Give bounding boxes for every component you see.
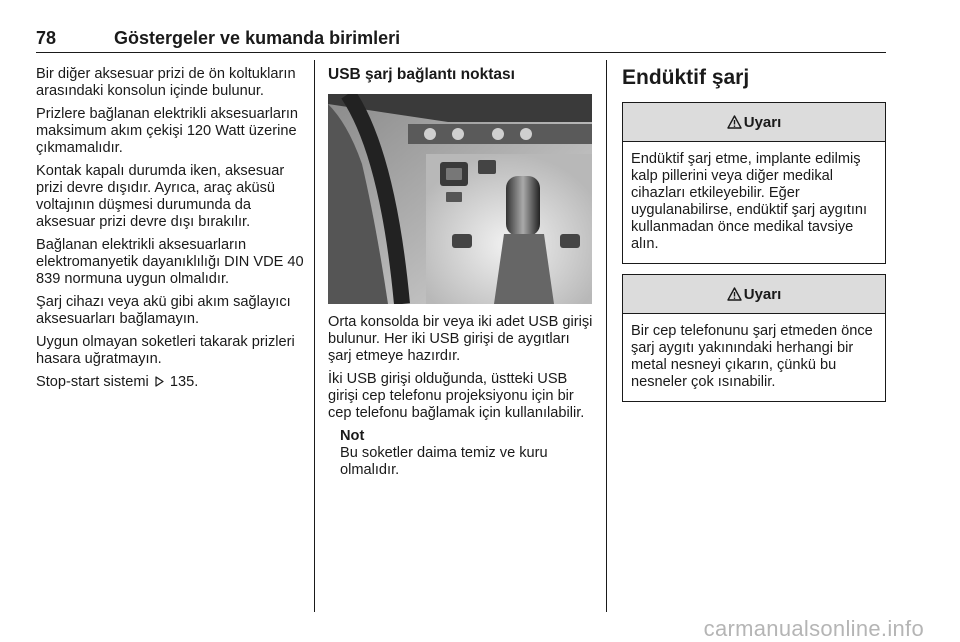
page-number: 78 <box>36 28 57 48</box>
paragraph: Orta konsolda bir veya iki adet USB girişi bulunur. Her iki USB girişi de aygıtları şarj etmeye hazırdır. <box>328 314 593 364</box>
cross-reference-page: 135. <box>169 374 199 390</box>
arrow-reference-icon <box>155 376 164 387</box>
center-console-usb-photo <box>328 94 592 304</box>
warning-triangle-icon <box>727 115 742 129</box>
cross-reference[interactable] <box>36 374 308 391</box>
warning-title: Uyarı <box>743 113 782 131</box>
paragraph: Uygun olmayan soketleri takarak prizleri hasara uğratmayın. <box>36 334 295 367</box>
paragraph: Bağlanan elektrikli aksesuarların elektromanyetik dayanıklılığı DIN VDE 40 839 normuna uygun olmalıdır. <box>36 237 304 287</box>
paragraph: Bir diğer aksesuar prizi de ön koltukların arasındaki konsolun içinde bulunur. <box>36 66 296 99</box>
paragraph: Kontak kapalı durumda iken, aksesuar prizi devre dışıdır. Ayrıca, araç aküsü voltajının düşmesi durumunda da aksesuar prizi devre dışı bırakılır. <box>36 163 285 230</box>
note-text: Bu soketler daima temiz ve kuru olmalıdır. <box>340 445 548 478</box>
warning-box <box>622 274 886 402</box>
warning-header <box>623 275 885 314</box>
column-usb-port <box>328 66 596 479</box>
page-header <box>36 28 886 53</box>
warning-text: Bir cep telefonunu şarj etmeden önce şarj aygıtı yakınındaki herhangi bir metal nesneyi çıkarın, çünkü bu nesneler çok ısınabilir. <box>631 323 873 390</box>
section-heading: USB şarj bağlantı noktası <box>328 66 515 83</box>
paragraph: Şarj cihazı veya akü gibi akım sağlayıcı aksesuarları bağlamayın. <box>36 294 291 327</box>
cross-reference-text: Stop-start sistemi <box>36 374 149 390</box>
column-divider <box>314 60 315 612</box>
paragraph: Prizlere bağlanan elektrikli aksesuarların maksimum akım çekişi 120 Watt üzerine çıkmamalıdır. <box>36 106 299 156</box>
warning-title: Uyarı <box>743 285 782 303</box>
column-accessory-socket <box>36 66 308 397</box>
warning-box <box>622 102 886 264</box>
warning-text: Endüktif şarj etme, implante edilmiş kalp pillerini veya diğer medikal cihazları etkileyebilir. Eğer uygulanabilirse, endüktif şarj aygıtını kullanmadan önce medikal tavsiye alın. <box>631 151 868 252</box>
note-box <box>340 428 596 479</box>
page-title: Göstergeler ve kumanda birimleri <box>114 28 401 48</box>
note-title: Not <box>340 428 365 444</box>
warning-header <box>623 103 885 142</box>
column-inductive-charging <box>622 66 886 412</box>
paragraph: İki USB girişi olduğunda, üstteki USB girişi cep telefonu projeksiyonu için bir cep telefonu bağlamak için kullanılabilir. <box>328 371 585 421</box>
watermark: carmanualsonline.info <box>703 616 924 641</box>
section-heading: Endüktif şarj <box>622 66 750 89</box>
column-divider <box>606 60 607 612</box>
warning-triangle-icon <box>727 287 742 301</box>
